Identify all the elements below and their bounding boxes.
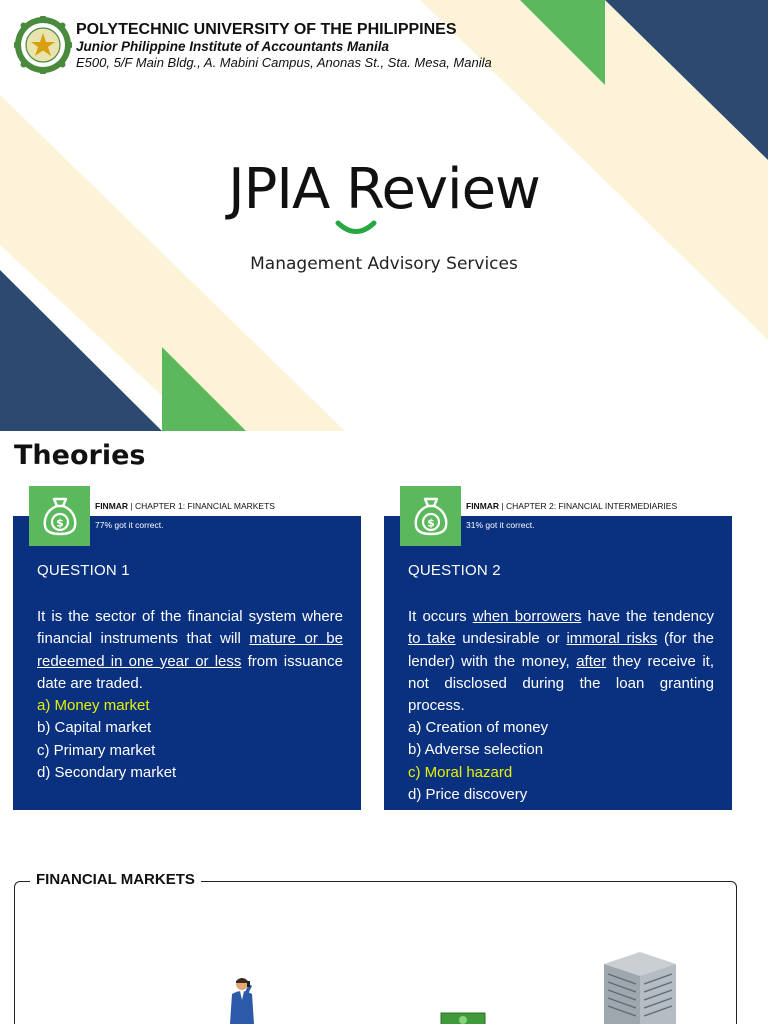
meta-separator: | [128,501,135,511]
university-seal-icon [14,16,72,74]
question-text-underlined: immoral risks [566,630,658,648]
smile-accent-icon [334,220,378,236]
question-text [37,606,343,695]
question-text-part: (for the lender) with the money, [408,630,715,670]
answer-option: c) Primary market [37,741,156,759]
page-subtitle: Management Advisory Services [250,254,518,274]
answer-option-correct: a) Money market [37,697,150,714]
university-name: POLYTECHNIC UNIVERSITY OF THE PHILIPPINES [76,20,457,38]
question-text-part: It is the sector of the financial system where financial instruments that will [37,608,343,648]
financial-markets-title: FINANCIAL MARKETS [30,871,201,888]
answer-option: b) Adverse selection [408,741,544,759]
university-header [14,16,492,74]
answer-option: d) Secondary market [37,763,177,781]
page-title: JPIA Review [228,157,540,222]
question-meta [466,501,677,511]
correct-rate: 31% got it correct. [466,520,535,530]
answer-options [37,695,343,784]
money-bag-icon [29,486,90,546]
question-text-part: undesirable or [455,630,567,648]
question-text-underlined: mature or be redeemed in one year or less [37,630,343,670]
organization-address: E500, 5/F Main Bldg., A. Mabini Campus, Anonas St., Sta. Mesa, Manila [76,54,492,70]
question-text [408,606,714,717]
question-number: QUESTION 2 [408,562,501,579]
answer-options [408,717,714,806]
question-text-part: have the tendency [581,608,715,625]
question-body [384,516,732,810]
money-bag-icon [400,486,461,546]
question-text-part: It occurs [408,608,473,625]
money-stack-icon [440,1012,486,1024]
person-on-phone-icon [222,976,262,1024]
question-number: QUESTION 1 [37,562,130,579]
chapter-label: CHAPTER 2: FINANCIAL INTERMEDIARIES [506,501,678,511]
hero-banner [0,0,768,431]
question-text-underlined: after [576,652,607,670]
question-meta [95,501,275,511]
question-text-part: from issuance date are traded. [37,652,343,692]
question-text-part: they receive it, not disclosed during the loan granting process. [408,652,714,715]
organization-name: Junior Philippine Institute of Accountants Manila [76,38,390,54]
subject-label: FINMAR [95,501,129,511]
question-text-underlined: when borrowers [472,608,582,625]
answer-option: a) Creation of money [408,719,549,736]
answer-option: d) Price discovery [408,785,528,803]
svg-text:$: $ [55,516,64,530]
office-building-icon [600,950,680,1024]
question-body [13,516,361,810]
answer-option-correct: c) Moral hazard [408,763,513,781]
question-text-underlined: to take [408,630,456,648]
meta-separator: | [499,501,506,511]
subject-label: FINMAR [466,501,500,511]
svg-text:$: $ [426,516,435,530]
correct-rate: 77% got it correct. [95,520,164,530]
chapter-label: CHAPTER 1: FINANCIAL MARKETS [135,501,275,511]
answer-option: b) Capital market [37,719,152,737]
section-title-theories: Theories [14,440,146,471]
